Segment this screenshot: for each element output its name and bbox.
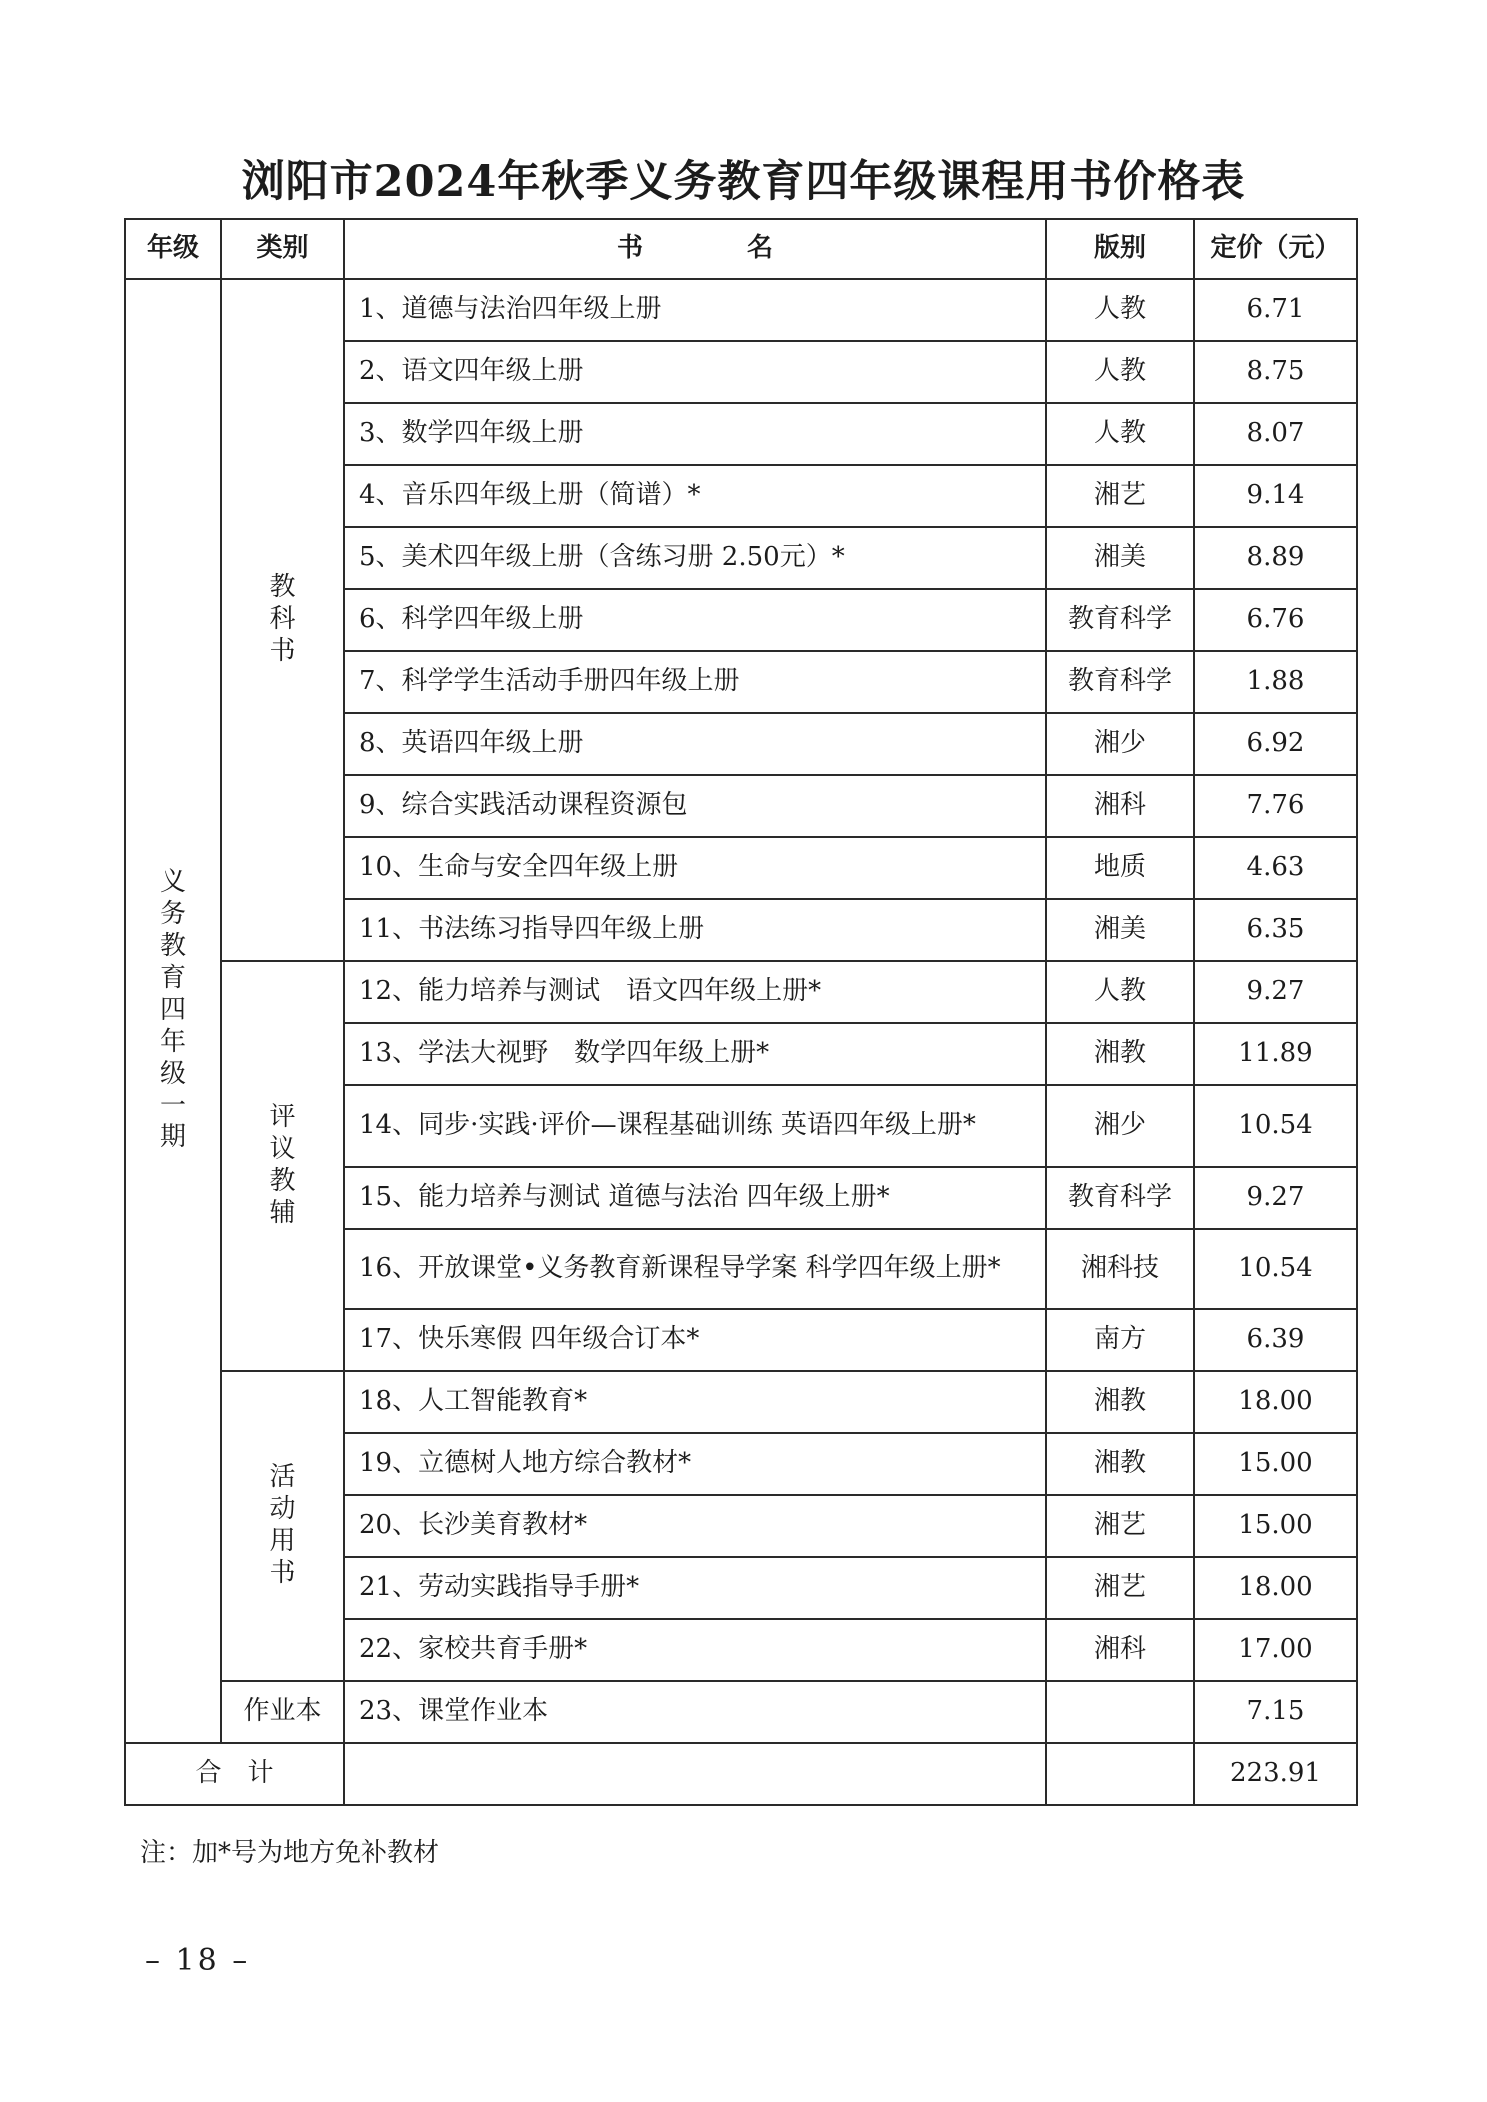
grade-cell: 义务教育四年级一期 bbox=[125, 279, 221, 1743]
book-name-cell: 19、立德树人地方综合教材* bbox=[344, 1433, 1046, 1495]
publisher-cell: 湘科技 bbox=[1046, 1229, 1194, 1309]
header-book-name: 书 名 bbox=[344, 219, 1046, 279]
book-name-cell: 5、美术四年级上册（含练习册 2.50元）* bbox=[344, 527, 1046, 589]
book-name-cell: 17、快乐寒假 四年级合订本* bbox=[344, 1309, 1046, 1371]
book-name-cell: 2、语文四年级上册 bbox=[344, 341, 1046, 403]
book-name-cell: 1、道德与法治四年级上册 bbox=[344, 279, 1046, 341]
table-row bbox=[125, 1371, 1357, 1433]
table-row bbox=[125, 1681, 1357, 1743]
book-name-cell: 21、劳动实践指导手册* bbox=[344, 1557, 1046, 1619]
publisher-cell: 湘艺 bbox=[1046, 465, 1194, 527]
book-name-cell: 18、人工智能教育* bbox=[344, 1371, 1046, 1433]
footnote: 注：加*号为地方免补教材 bbox=[140, 1838, 440, 1868]
total-label: 合 计 bbox=[125, 1743, 344, 1805]
price-cell: 1.88 bbox=[1194, 651, 1357, 713]
publisher-cell: 湘教 bbox=[1046, 1433, 1194, 1495]
table-row bbox=[125, 279, 1357, 341]
total-price: 223.91 bbox=[1194, 1743, 1357, 1805]
publisher-cell: 人教 bbox=[1046, 341, 1194, 403]
header-publisher: 版别 bbox=[1046, 219, 1194, 279]
publisher-cell bbox=[1046, 1681, 1194, 1743]
book-name-cell: 14、同步·实践·评价—课程基础训练 英语四年级上册* bbox=[344, 1085, 1046, 1167]
publisher-cell: 湘少 bbox=[1046, 713, 1194, 775]
price-cell: 9.27 bbox=[1194, 1167, 1357, 1229]
publisher-cell: 湘美 bbox=[1046, 527, 1194, 589]
book-name-cell: 11、书法练习指导四年级上册 bbox=[344, 899, 1046, 961]
price-cell: 15.00 bbox=[1194, 1495, 1357, 1557]
price-cell: 8.07 bbox=[1194, 403, 1357, 465]
publisher-cell: 地质 bbox=[1046, 837, 1194, 899]
price-cell: 6.39 bbox=[1194, 1309, 1357, 1371]
price-cell: 11.89 bbox=[1194, 1023, 1357, 1085]
price-cell: 7.15 bbox=[1194, 1681, 1357, 1743]
book-name-cell: 13、学法大视野 数学四年级上册* bbox=[344, 1023, 1046, 1085]
header-price: 定价（元） bbox=[1194, 219, 1357, 279]
category-workbook: 作业本 bbox=[221, 1681, 344, 1743]
book-name-cell: 9、综合实践活动课程资源包 bbox=[344, 775, 1046, 837]
category-supplementary: 评议教辅 bbox=[221, 961, 344, 1371]
book-name-cell: 12、能力培养与测试 语文四年级上册* bbox=[344, 961, 1046, 1023]
book-name-cell: 22、家校共育手册* bbox=[344, 1619, 1046, 1681]
price-cell: 10.54 bbox=[1194, 1085, 1357, 1167]
book-name-cell: 10、生命与安全四年级上册 bbox=[344, 837, 1046, 899]
price-cell: 6.76 bbox=[1194, 589, 1357, 651]
publisher-cell: 人教 bbox=[1046, 403, 1194, 465]
book-name-cell: 20、长沙美育教材* bbox=[344, 1495, 1046, 1557]
total-empty-cell bbox=[1046, 1743, 1194, 1805]
publisher-cell: 湘少 bbox=[1046, 1085, 1194, 1167]
price-cell: 7.76 bbox=[1194, 775, 1357, 837]
price-cell: 8.89 bbox=[1194, 527, 1357, 589]
price-cell: 15.00 bbox=[1194, 1433, 1357, 1495]
price-cell: 6.35 bbox=[1194, 899, 1357, 961]
book-name-cell: 15、能力培养与测试 道德与法治 四年级上册* bbox=[344, 1167, 1046, 1229]
price-cell: 8.75 bbox=[1194, 341, 1357, 403]
book-name-cell: 6、科学四年级上册 bbox=[344, 589, 1046, 651]
category-textbook: 教科书 bbox=[221, 279, 344, 961]
publisher-cell: 湘美 bbox=[1046, 899, 1194, 961]
total-row bbox=[125, 1743, 1357, 1805]
price-cell: 10.54 bbox=[1194, 1229, 1357, 1309]
category-activity: 活动用书 bbox=[221, 1371, 344, 1681]
publisher-cell: 湘科 bbox=[1046, 775, 1194, 837]
book-name-cell: 8、英语四年级上册 bbox=[344, 713, 1046, 775]
publisher-cell: 湘艺 bbox=[1046, 1557, 1194, 1619]
document-title: 浏阳市2024年秋季义务教育四年级课程用书价格表 bbox=[241, 157, 1246, 207]
publisher-cell: 教育科学 bbox=[1046, 589, 1194, 651]
table-row bbox=[125, 961, 1357, 1023]
publisher-cell: 湘艺 bbox=[1046, 1495, 1194, 1557]
book-name-cell: 7、科学学生活动手册四年级上册 bbox=[344, 651, 1046, 713]
price-cell: 4.63 bbox=[1194, 837, 1357, 899]
publisher-cell: 湘教 bbox=[1046, 1023, 1194, 1085]
book-name-cell: 4、音乐四年级上册（简谱）* bbox=[344, 465, 1046, 527]
publisher-cell: 南方 bbox=[1046, 1309, 1194, 1371]
price-cell: 18.00 bbox=[1194, 1557, 1357, 1619]
price-cell: 9.14 bbox=[1194, 465, 1357, 527]
price-cell: 6.71 bbox=[1194, 279, 1357, 341]
total-empty-cell bbox=[344, 1743, 1046, 1805]
header-category: 类别 bbox=[221, 219, 344, 279]
header-grade: 年级 bbox=[125, 219, 221, 279]
publisher-cell: 教育科学 bbox=[1046, 1167, 1194, 1229]
publisher-cell: 人教 bbox=[1046, 279, 1194, 341]
book-name-cell: 23、课堂作业本 bbox=[344, 1681, 1046, 1743]
book-name-cell: 3、数学四年级上册 bbox=[344, 403, 1046, 465]
page-number: – 18 – bbox=[145, 1943, 251, 1978]
price-cell: 18.00 bbox=[1194, 1371, 1357, 1433]
price-cell: 9.27 bbox=[1194, 961, 1357, 1023]
publisher-cell: 湘教 bbox=[1046, 1371, 1194, 1433]
publisher-cell: 湘科 bbox=[1046, 1619, 1194, 1681]
book-name-cell: 16、开放课堂•义务教育新课程导学案 科学四年级上册* bbox=[344, 1229, 1046, 1309]
price-cell: 6.92 bbox=[1194, 713, 1357, 775]
table-header-row bbox=[125, 219, 1357, 279]
publisher-cell: 教育科学 bbox=[1046, 651, 1194, 713]
price-table bbox=[124, 218, 1358, 1806]
price-cell: 17.00 bbox=[1194, 1619, 1357, 1681]
publisher-cell: 人教 bbox=[1046, 961, 1194, 1023]
